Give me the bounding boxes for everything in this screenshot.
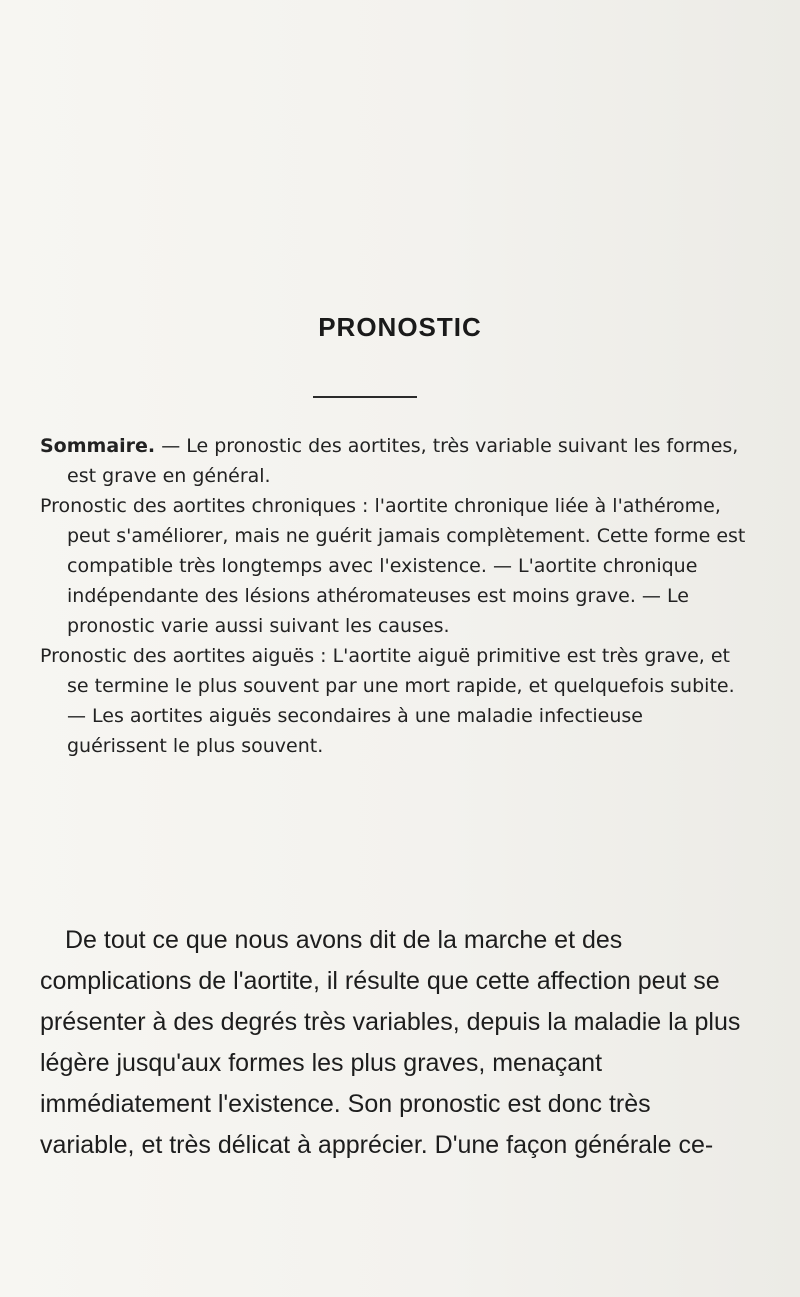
summary-lead: Sommaire.: [40, 435, 156, 457]
summary-paragraph: [40, 641, 748, 761]
summary-text: Pronostic des aortites aiguës : L'aortite aiguë primitive est très grave, et se termine le plus souvent par une mort rapide, et quelquefois subite. — Les aortites aiguës secondaires à une maladie infectieuse guérissent le plus souvent.: [40, 645, 735, 757]
body-paragraph: De tout ce que nous avons dit de la marche et des complications de l'aortite, il résulte que cette affection peut se présenter à des degrés très variables, depuis la maladie la plus légère jusqu'aux formes les plus graves, menaçant immédiatement l'existence. Son pronostic est donc très variable, et très délicat à apprécier. D'une façon générale ce-: [40, 926, 741, 1159]
body-section: [40, 920, 748, 1166]
summary-text: Pronostic des aortites chroniques : l'aortite chronique liée à l'athérome, peut s'améliorer, mais ne guérit jamais complètement. Cette forme est compatible très longtemps avec l'existence. — L'aortite chronique indépendante des lésions athéromateuses est moins grave. — Le pronostic varie aussi suivant les causes.: [40, 495, 746, 637]
title-divider: [313, 396, 417, 398]
summary-paragraph: [40, 491, 748, 641]
summary-paragraph: [40, 431, 748, 491]
summary-section: [40, 431, 748, 761]
page-title: PRONOSTIC: [318, 312, 482, 342]
summary-text: — Le pronostic des aortites, très variable suivant les formes, est grave en général.: [67, 435, 739, 487]
